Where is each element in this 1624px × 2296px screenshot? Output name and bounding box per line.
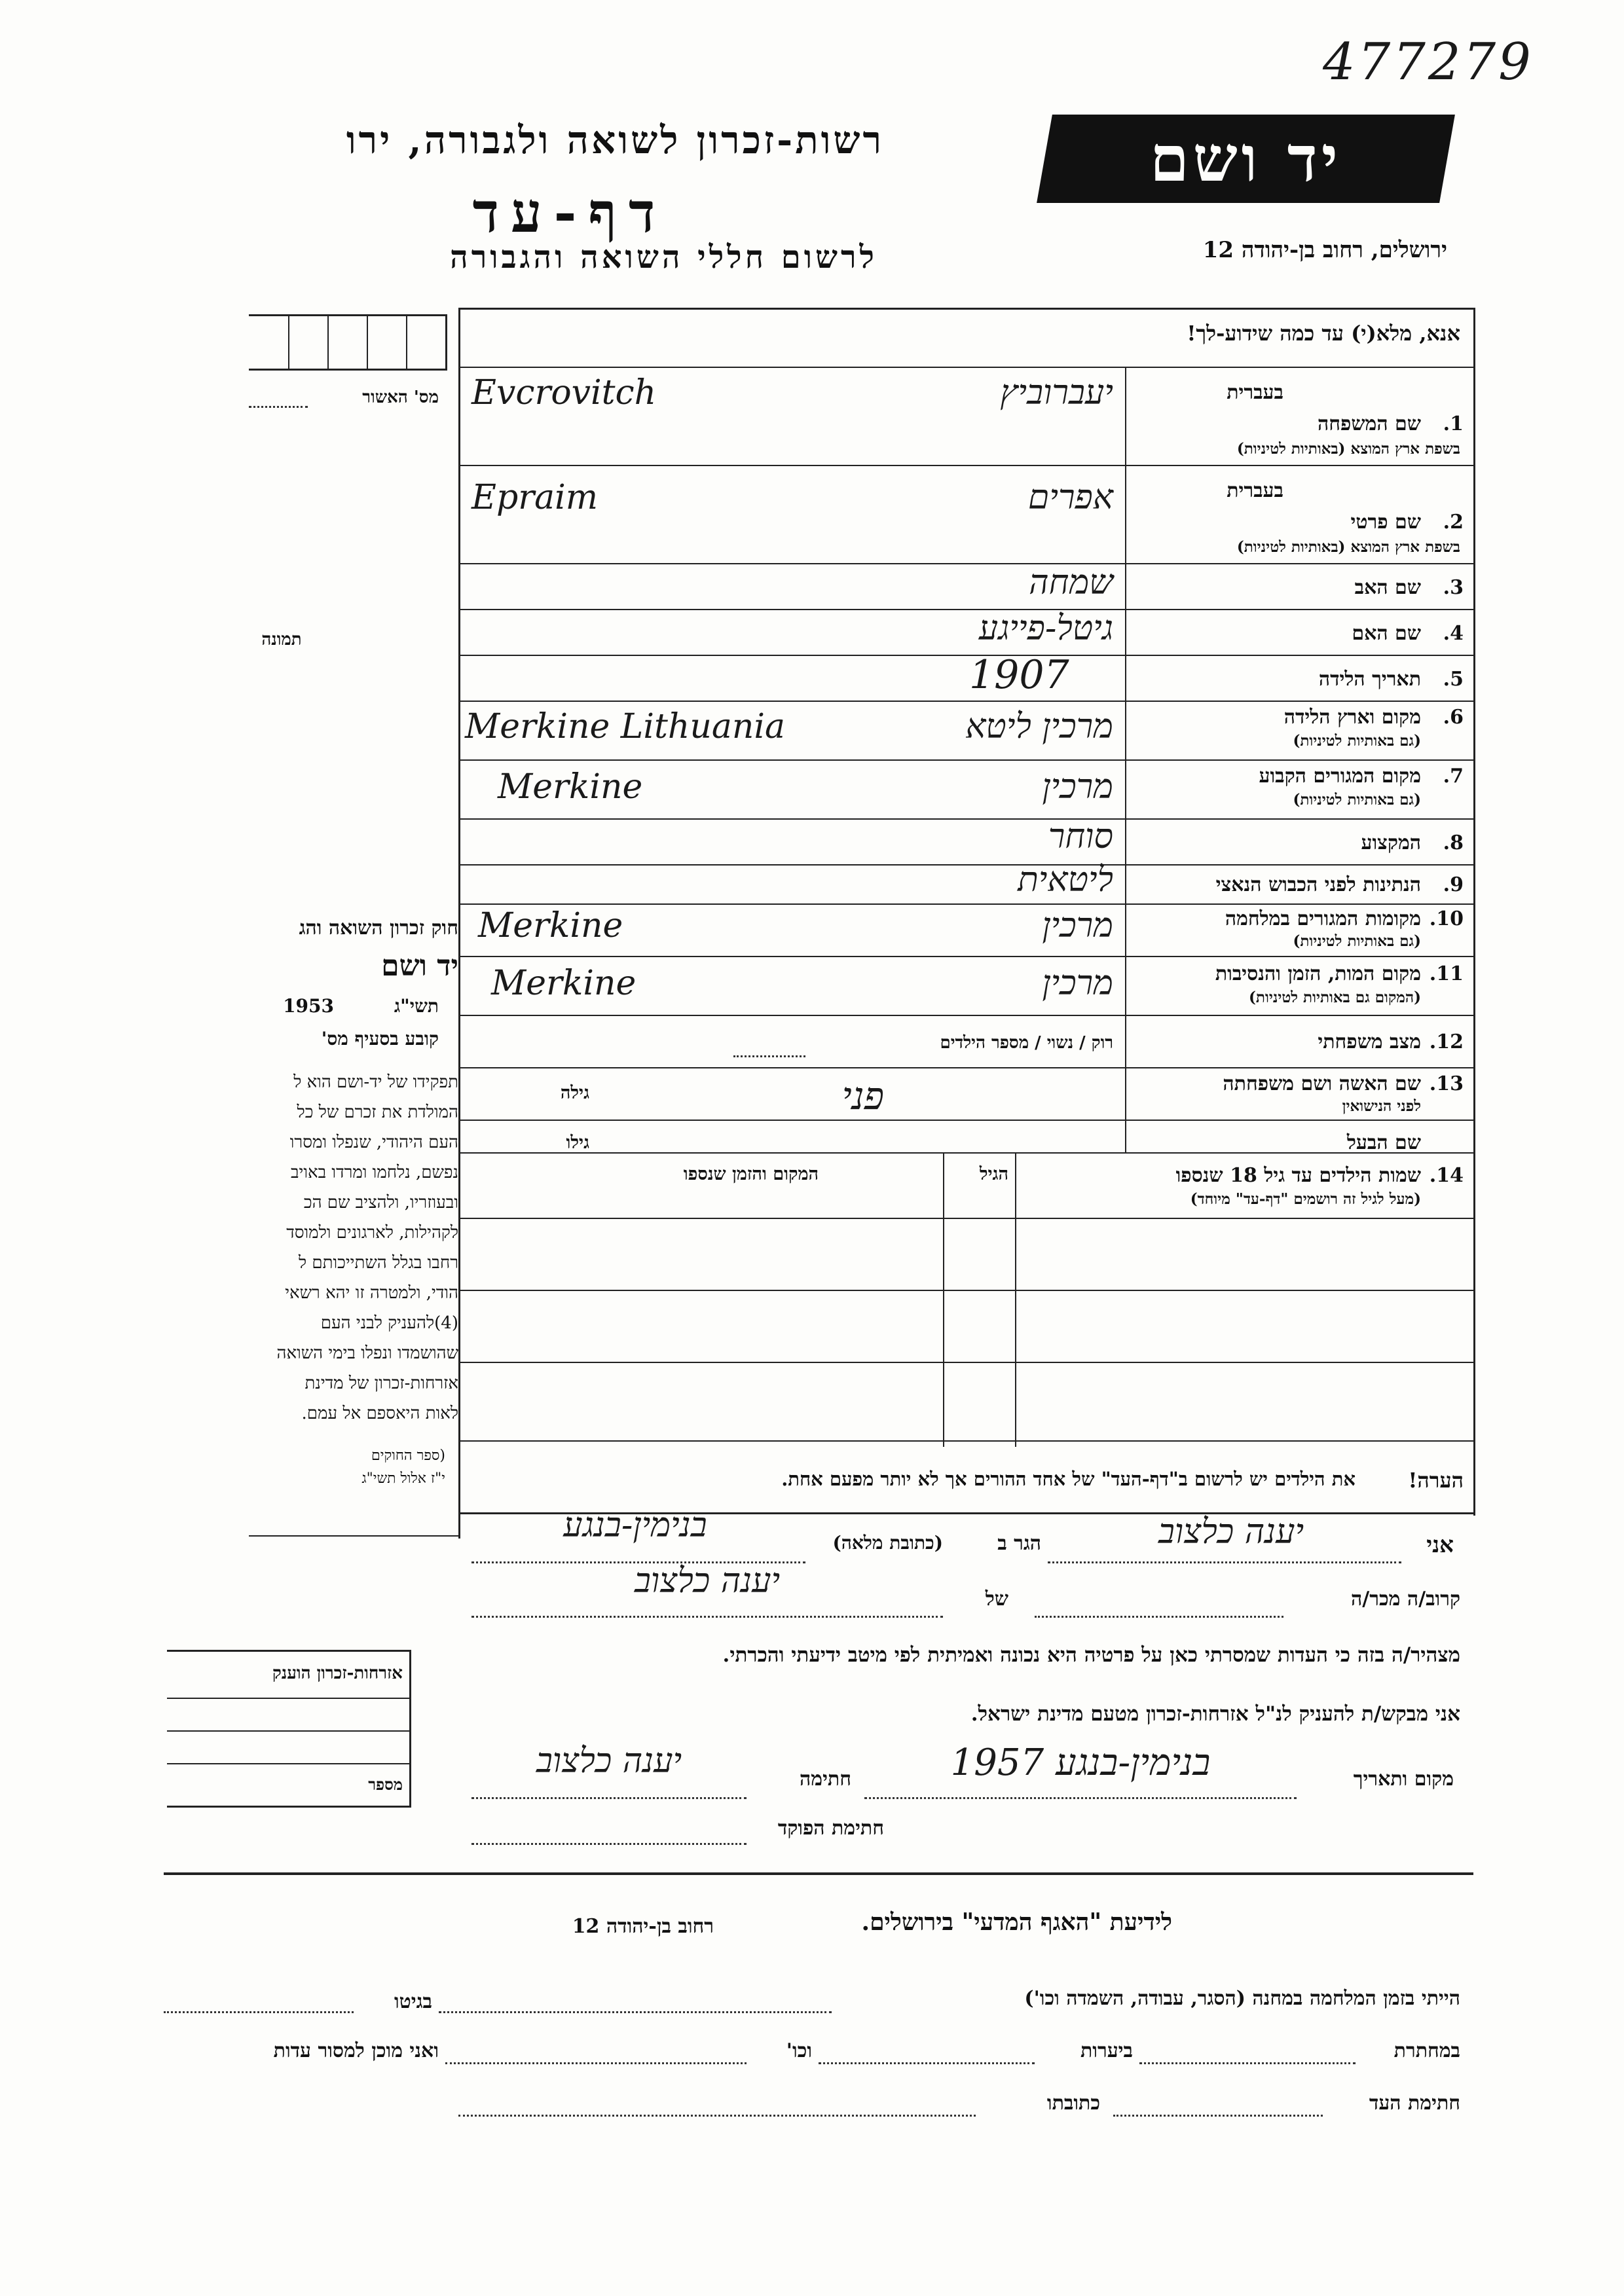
field-label: המקצוע (1361, 831, 1421, 854)
law-year: 1953 (283, 995, 334, 1017)
field-sublabel: לפני הנישואין (1342, 1097, 1421, 1115)
field-number: 13. (1429, 1072, 1464, 1095)
law-clause: קובע בסעיף מס' (321, 1028, 439, 1049)
birthdate-value: 1907 (969, 652, 1069, 698)
father-name-value: שמחה (1029, 563, 1113, 602)
address-value: בנימין-בנגע (563, 1506, 707, 1545)
law-line: הודי, ולמטרה זו יהא רשאי (285, 1283, 458, 1303)
field-sublabel: (גם באותיות לטיניות) (1293, 732, 1421, 750)
law-year-hebrew: תשי"ג (394, 995, 439, 1017)
field-sublabel: (גם באותיות לטיניות) (1293, 932, 1421, 950)
bottom-address: רחוב בן-יהודה 12 (572, 1915, 714, 1938)
signature-value: יענה כלצוב (536, 1741, 682, 1781)
id-boxes (249, 314, 447, 371)
field-row-surname (458, 367, 1473, 465)
approval-number-label: מס' האשור (362, 388, 439, 407)
form-subtitle: לרשום חללי השואה והגבורה (450, 239, 877, 276)
field-label: הנתינות לפני הכבוש הנאצי (1215, 873, 1421, 896)
field-sublabel: בשפת ארץ המוצא (באותיות לטיניות) (1236, 440, 1460, 458)
relation-value: יענה כלצוב (634, 1561, 781, 1601)
wartime-residence-hebrew-value: מרכין (1042, 906, 1113, 945)
memorial-box-number-label: מספר (368, 1775, 403, 1794)
bottom-line1-camp: הייתי בזמן המלחמה במחנה (הסגר, עבודה, השמדה וכו') (1024, 1987, 1460, 2010)
children-col-place: המקום והזמן שנספו (683, 1164, 819, 1184)
field-row-nationality (458, 860, 1473, 903)
surname-latin-value: Evcrovitch (471, 373, 657, 412)
field-row-birthplace (458, 701, 1473, 759)
residing-label: הגר ב (997, 1532, 1041, 1555)
declaration-statement: מצהיר/ה בזה כי העדות שמסרתי כאן על פרטיה היא נכונה ואמיתית לפי מיטב ידיעתי והכרתי. (722, 1643, 1460, 1667)
law-line: תפקידו של יד-ושם הוא ל (293, 1072, 458, 1092)
left-column (249, 314, 458, 1532)
children-col-age: הגיל (979, 1164, 1008, 1184)
authority-title: רשות-זכרון לשואה ולגבורה, ירו (346, 118, 884, 162)
memorial-citizenship-box (167, 1650, 411, 1808)
children-label: שמות הילדים עד גיל 18 שנספו (1175, 1164, 1421, 1187)
witness-name-value: יענה כלצוב (1158, 1512, 1304, 1552)
field-label: תאריך הלידה (1318, 668, 1421, 691)
field-label: מקומות המגורים במלחמה (1225, 907, 1421, 930)
field-number: 7. (1443, 765, 1464, 788)
note-text: את הילדים יש לרשום ב"דף-העד" של אחד ההורים אך לא יותר מפעם אחת. (781, 1468, 1356, 1490)
family-status-options: רוק / נשוי / מספר הילדים (940, 1033, 1113, 1053)
children-number: 14. (1429, 1164, 1464, 1187)
memorial-box-title: אזרחות-זכרון הוענק (272, 1664, 403, 1683)
law-line: שהושמדו ונפלו בימי השואה (276, 1343, 458, 1363)
logo-text: יד ושם (1149, 122, 1342, 196)
field-label: מקום המות, הזמן והנסיבות (1215, 962, 1421, 985)
field-sublabel: (המקום גם באותיות לטיניות) (1249, 989, 1421, 1006)
law-line: לאות היאספם אל עמם. (301, 1404, 458, 1423)
children-sublabel: (מעל לגיל זה רושמים "דף-עד" מיוחד) (1190, 1190, 1421, 1208)
field-label: מקום וארץ הלידה (1283, 706, 1421, 729)
note-label: הערה! (1408, 1468, 1464, 1493)
field-number: 12. (1429, 1030, 1464, 1053)
officer-signature-label: חתימת הפוקד (777, 1817, 884, 1840)
residence-hebrew-value: מרכין (1042, 767, 1113, 807)
field-label: מקום המגורים הקבוע (1259, 765, 1421, 788)
mother-name-value: גיטל-פייגע (978, 609, 1113, 648)
law-title: חוק זכרון השואה והג (299, 917, 458, 939)
law-reference-1: (ספר החוקים (371, 1448, 445, 1464)
law-logo: יד ושם (381, 949, 458, 983)
law-line: העם היהודי, שנפלו ומסרו (289, 1133, 458, 1152)
residence-latin-value: Merkine (498, 767, 643, 807)
declaration-request: אני מבקש/ת להעניק לנ"ל אזרחות-זכרון מטעם מדינת ישראל. (970, 1702, 1460, 1726)
field-sublabel: בשפת ארץ המוצא (באותיות לטיניות) (1236, 538, 1460, 556)
law-text (249, 1067, 458, 1429)
bottom-line2-etc: וכו' (786, 2039, 812, 2062)
form-title: דף-עד (472, 180, 667, 245)
photo-label: תמונה (261, 630, 302, 649)
husband-age-label: גילו (566, 1133, 589, 1153)
field-label: שם המשפחה (1317, 412, 1421, 435)
field-row-death (458, 956, 1473, 1015)
children-section (458, 1152, 1473, 1447)
field-label: שם האם (1352, 622, 1421, 645)
archive-number: 477279 (1323, 33, 1534, 92)
death-place-latin-value: Merkine (491, 964, 637, 1003)
field-row-occupation (458, 818, 1473, 864)
field-number: 9. (1443, 873, 1464, 896)
law-line: המולדת את זכרם של כל (297, 1102, 458, 1122)
field-tag: בעברית (1227, 381, 1283, 404)
field-number: 4. (1443, 622, 1464, 645)
place-date-label: מקום ותאריך (1353, 1768, 1454, 1791)
bottom-line2-underground: במחתרת (1393, 2039, 1460, 2062)
field-row-wife (458, 1067, 1473, 1120)
note-section (458, 1447, 1473, 1512)
field-row-first-name (458, 465, 1473, 563)
law-reference-2: י"ז אלול תשי"ג (361, 1470, 445, 1487)
birthplace-hebrew-value: מרכין ליטא (965, 707, 1113, 746)
law-line: רחבו בגלל השתייכותם ל (298, 1253, 458, 1273)
law-line: (4)להעניק לבני העם (320, 1313, 458, 1333)
field-row-birthdate (458, 652, 1473, 701)
bottom-line1-ghetto: בגיטו (394, 1990, 432, 2013)
birthplace-latin-value: Merkine Lithuania (465, 707, 785, 746)
field-number: 6. (1443, 706, 1464, 729)
field-row-father (458, 563, 1473, 609)
of-label: של (985, 1588, 1008, 1611)
nationality-value: ליטאית (1018, 860, 1113, 900)
bottom-divider (164, 1872, 1473, 1875)
field-number: 10. (1429, 907, 1464, 930)
bottom-line2-forests: ביערות (1080, 2039, 1133, 2062)
field-number: 2. (1443, 511, 1464, 534)
field-row-residence (458, 759, 1473, 818)
place-date-value: בנימין-בנגע 1957 (950, 1741, 1211, 1784)
field-number: 11. (1429, 962, 1464, 985)
relation-label: קרוב/ה מכר/ה (1351, 1588, 1460, 1611)
field-label: מצב משפחתי (1318, 1030, 1421, 1053)
death-place-hebrew-value: מרכין (1042, 964, 1113, 1003)
bottom-line2-testimony: ואני מוכן למסור עדות (273, 2039, 439, 2062)
field-label: שם הבעל (1346, 1131, 1421, 1154)
i-label: אני (1426, 1532, 1454, 1558)
instructions: אנא, מלא(י) עד כמה שידוע-לך! (1187, 321, 1460, 346)
field-label: שם האב (1354, 576, 1421, 599)
field-row-wartime-residence (458, 903, 1473, 956)
field-number: 8. (1443, 831, 1464, 854)
wife-name-value: פני (841, 1074, 884, 1118)
field-label: שם פרטי (1350, 511, 1421, 534)
bottom-title: לידיעת "האגף המדעי" בירושלים. (861, 1908, 1172, 1936)
surname-hebrew-value: יעברוביץ (1000, 373, 1113, 412)
law-line: נפשם, נלחמו ומרדו באויב (291, 1163, 458, 1182)
field-row-family-status (458, 1015, 1473, 1067)
yad-vashem-logo (1037, 115, 1455, 203)
field-number: 5. (1443, 668, 1464, 691)
occupation-value: סוחר (1048, 817, 1113, 856)
bottom-line3-address: כתובתו (1046, 2092, 1100, 2115)
wife-age-label: גילה (560, 1083, 589, 1103)
signature-label: חתימה (800, 1768, 851, 1791)
field-sublabel: (גם באותיות לטיניות) (1293, 791, 1421, 809)
first-name-hebrew-value: אפרים (1027, 478, 1113, 517)
field-tag: בעברית (1227, 479, 1283, 502)
wartime-residence-latin-value: Merkine (478, 906, 623, 945)
law-line: אזרחות-זכרון של מדינת (304, 1374, 458, 1393)
law-line: לקהילות, לארגונים ולמוסד (286, 1223, 458, 1243)
first-name-latin-value: Epraim (471, 478, 599, 517)
field-number: 3. (1443, 576, 1464, 599)
address-label: (כתובת מלאה) (832, 1532, 943, 1554)
header-address: ירושלים, רחוב בן-יהודה 12 (1202, 237, 1447, 263)
field-row-mother (458, 609, 1473, 655)
law-line: ובעוזריו, ולהציב שם הכ (303, 1193, 458, 1212)
field-label: שם האשה ושם משפחתה (1223, 1072, 1421, 1095)
bottom-line3-witness-signature: חתימת העד (1369, 2092, 1460, 2115)
field-number: 1. (1443, 412, 1464, 435)
